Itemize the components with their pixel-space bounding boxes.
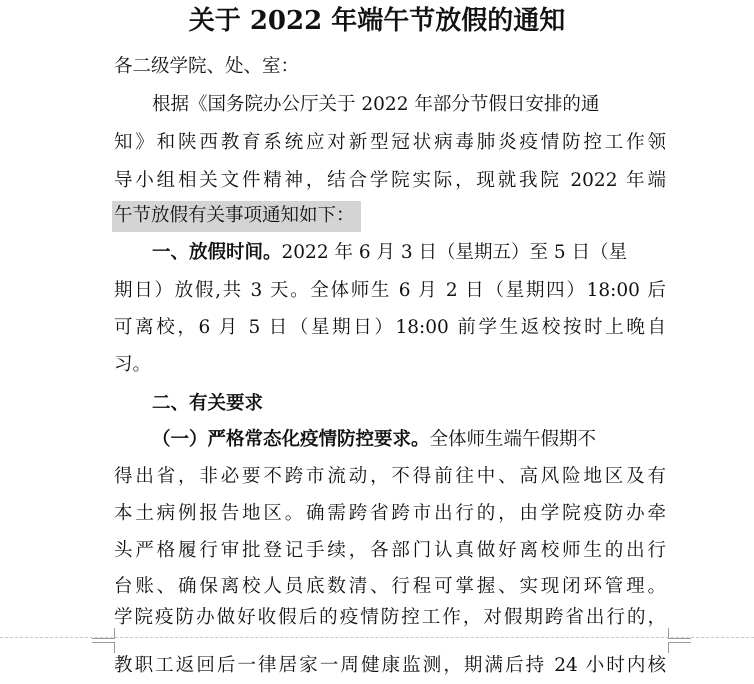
section2-sub1-line-5: 台账、确保离校人员底数清、行程可掌握、实现闭环管理。 — [114, 576, 666, 597]
section1-text-1: 2022 年 6 月 3 日（星期五）至 5 日（星 — [281, 242, 628, 263]
document-title: 关于 2022 年端午节放假的通知 — [188, 6, 566, 36]
crop-mark-icon — [668, 642, 691, 653]
crop-mark-icon — [92, 642, 115, 653]
section2-sub1-line-7: 教职工返回后一律居家一周健康监测，期满后持 24 小时内核 — [114, 655, 666, 676]
intro-line-4 — [114, 204, 361, 228]
crop-mark-icon — [92, 628, 115, 639]
section2-sub1-line-4: 头严格履行审批登记手续，各部门认真做好离校师生的出行 — [114, 540, 666, 561]
section1-heading: 一、放假时间。 — [152, 242, 282, 263]
section2-sub1-heading: （一）严格常态化疫情防控要求。 — [152, 429, 430, 450]
salutation: 各二级学院、处、室： — [114, 56, 300, 77]
section1-line-2: 期日）放假,共 3 天。全体师生 6 月 2 日（星期四）18:00 后 — [114, 280, 666, 301]
section2-sub1-text-1: 全体师生端午假期不 — [429, 429, 597, 450]
section2-sub1-line-6: 学院疫防办做好收假后的疫情防控工作，对假期跨省出行的， — [114, 607, 666, 628]
crop-mark-icon — [668, 628, 691, 639]
selected-text-highlight: 午节放假有关事项通知如下： — [112, 201, 361, 232]
section1-line-1 — [152, 241, 627, 265]
section2-sub1-line-2: 得出省，非必要不跨市流动，不得前往中、高风险地区及有 — [114, 466, 666, 487]
intro-line-3: 导小组相关文件精神，结合学院实际，现就我院 2022 年端 — [114, 170, 666, 191]
section1-line-4: 习。 — [114, 354, 152, 375]
section2-sub1-line-1 — [152, 428, 596, 452]
intro-line-1: 根据《国务院办公厅关于 2022 年部分节假日安排的通 — [152, 94, 600, 115]
section2-heading: 二、有关要求 — [152, 393, 264, 414]
intro-line-2: 知》和陕西教育系统应对新型冠状病毒肺炎疫情防控工作领 — [114, 132, 666, 153]
section1-line-3: 可离校，6 月 5 日（星期日）18:00 前学生返校按时上晚自 — [114, 317, 666, 338]
section2-sub1-line-3: 本土病例报告地区。确需跨省跨市出行的，由学院疫防办牵 — [114, 503, 666, 524]
